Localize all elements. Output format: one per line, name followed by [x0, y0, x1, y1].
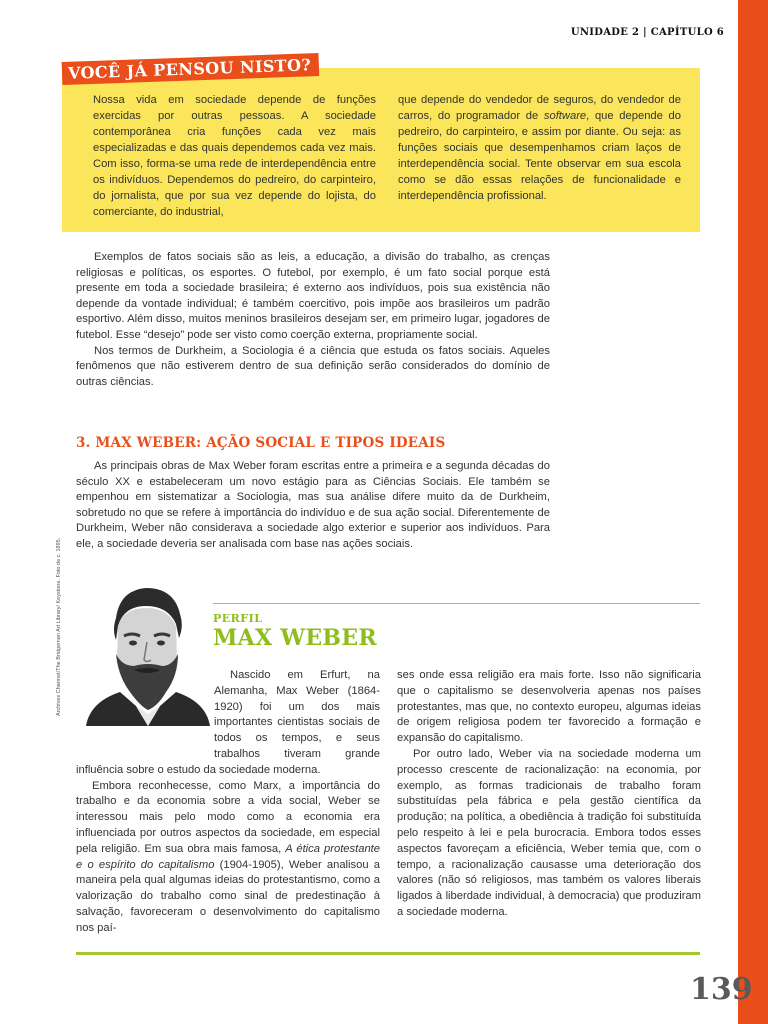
- durkheim-paragraph: Nos termos de Durkheim, a Sociologia é a ciência que estuda os fatos sociais. Aqueles fenômenos que não estiverem dentro de sua definição serão considerados do domínio de outras ciências.: [76, 344, 550, 388]
- book-title: A ética protestante e o espírito do capitalismo: [76, 842, 381, 871]
- reflection-box-title: VOCÊ JÁ PENSOU NISTO?: [62, 53, 320, 85]
- profile-intro-paragraph: Nascido em Erfurt, na Alemanha, Max Weber (1864-1920) foi um dos mais importantes cientistas sociais de todos os tempos, e seus trabalhos tiveram grande influência sobre o estudo da sociedade moderna.: [76, 669, 380, 776]
- portrait-wrap-spacer: [76, 668, 214, 748]
- reflection-text-software: software: [543, 110, 587, 122]
- profile-top-rule: [213, 603, 700, 604]
- profile-capitalism-paragraph: ses onde essa religião era mais forte. Isso não significaria que o capitalismo se desenvolveria apenas nos países protestantes, mas que, no contexto europeu, algumas ideias de origem religiosa podem ter favorecido a formação e expansão do capitalismo.: [397, 669, 701, 745]
- section-intro-text: [76, 459, 550, 553]
- running-head: UNIDADE 2 | CAPÍTULO 6: [570, 27, 724, 38]
- profile-economy-paragraph: [76, 779, 380, 937]
- social-facts-text: [76, 250, 550, 390]
- reflection-text-right-start: que depende do vendedor de seguros, do vendedor de carros, do programador de: [398, 94, 681, 122]
- page-number: 139: [690, 972, 753, 1007]
- side-accent-bar: [738, 0, 768, 1024]
- photo-credit: Archives Charmet/The Bridgeman Art Library/ Keystone. Foto de c. 1895.: [56, 537, 62, 716]
- social-facts-paragraph: Exemplos de fatos sociais são as leis, a educação, a divisão do trabalho, as crenças religiosas e políticas, os esportes. O futebol, por exemplo, é um fato social porque está presente em toda a sociedade brasileira; é externo aos indivíduos, pois sua existência não depende da vontade individual; é também coercitivo, pois impõe aos brasileiros um padrão esportivo. Além disso, muitos meninos brasileiros desejam ser, em primeiro lugar, jogadores de futebol. Esse “desejo” pode ser visto como coerção externa, propriamente social.: [76, 251, 550, 341]
- profile-rationalization-paragraph: Por outro lado, Weber via na sociedade moderna um processo crescente de racionalização: na economia, por exemplo, as formas tradicionais de trabalho foram substituídas pela fábrica e pela gestão científica da produção; na política, a obediência à tradição foi substituída pelo respeito à lei e pela burocracia. Embora todos esses aspectos favoreçam a eficiência, Weber temia que, com o tempo, a racionalização causasse uma deterioração dos valores (não só religiosos, mas também os valores liberais ligados à liberdade individual, à democracia) que produziram a sociedade moderna.: [397, 747, 701, 918]
- section-title: 3. MAX WEBER: AÇÃO SOCIAL E TIPOS IDEAIS: [76, 435, 446, 451]
- profile-name: MAX WEBER: [213, 625, 377, 651]
- profile-economy-text-start: Embora reconhecesse, como Marx, a importância do trabalho e da economia sobre a vida social, Weber se interessou mais pelo modo como a economia era influenciada por outros aspectos da sociedade, em especial pela religião. Em sua obra mais famosa,: [76, 779, 380, 855]
- weber-intro-paragraph: As principais obras de Max Weber foram escritas entre a primeira e a segunda décadas do século XX e estabeleceram um novo estágio para as Ciências Sociais. Ele também se empenhou em sistematizar a Sociologia, mas sua análise difere muito da de Durkheim, sobretudo no que se refere à importância do indivíduo e de sua ação social. Diferentemente de Durkheim, Weber não considerava a sociedade algo exterior e superior aos indivíduos. Para ele, a sociedade deveria ser analisada com base nas ações sociais.: [76, 460, 550, 550]
- profile-column-right: [397, 668, 701, 921]
- profile-column-left: [76, 668, 380, 937]
- reflection-box-text-right: [398, 92, 681, 204]
- profile-bottom-rule: [76, 952, 700, 955]
- profile-economy-text-end: (1904-1905), Weber analisou a maneira pela qual algumas ideias do protestantismo, como a valorização do trabalho como sinal de predestinação à salvação, favoreceram o desenvolvimento do capitalismo nos paí-: [76, 858, 381, 934]
- profile-label: PERFIL: [213, 612, 263, 625]
- reflection-text-right-end: , que depende do pedreiro, do carpinteiro, e assim por diante. Ou seja: as funções sociais que desempenhamos criam laços de interdependência social. Tente observar em sua escola como se dão essas relações de funcionalidade e interdependência profissional.: [398, 110, 681, 202]
- reflection-box-text-left: Nossa vida em sociedade depende de funções exercidas por outras pessoas. A sociedade contemporânea cria funções cada vez mais especializadas e das quais dependemos cada vez mais. Com isso, forma-se uma rede de interdependência entre os indivíduos. Dependemos do pedreiro, do carpinteiro, do jornalista, que por sua vez depende do lojista, do comerciante, do industrial,: [93, 94, 376, 218]
